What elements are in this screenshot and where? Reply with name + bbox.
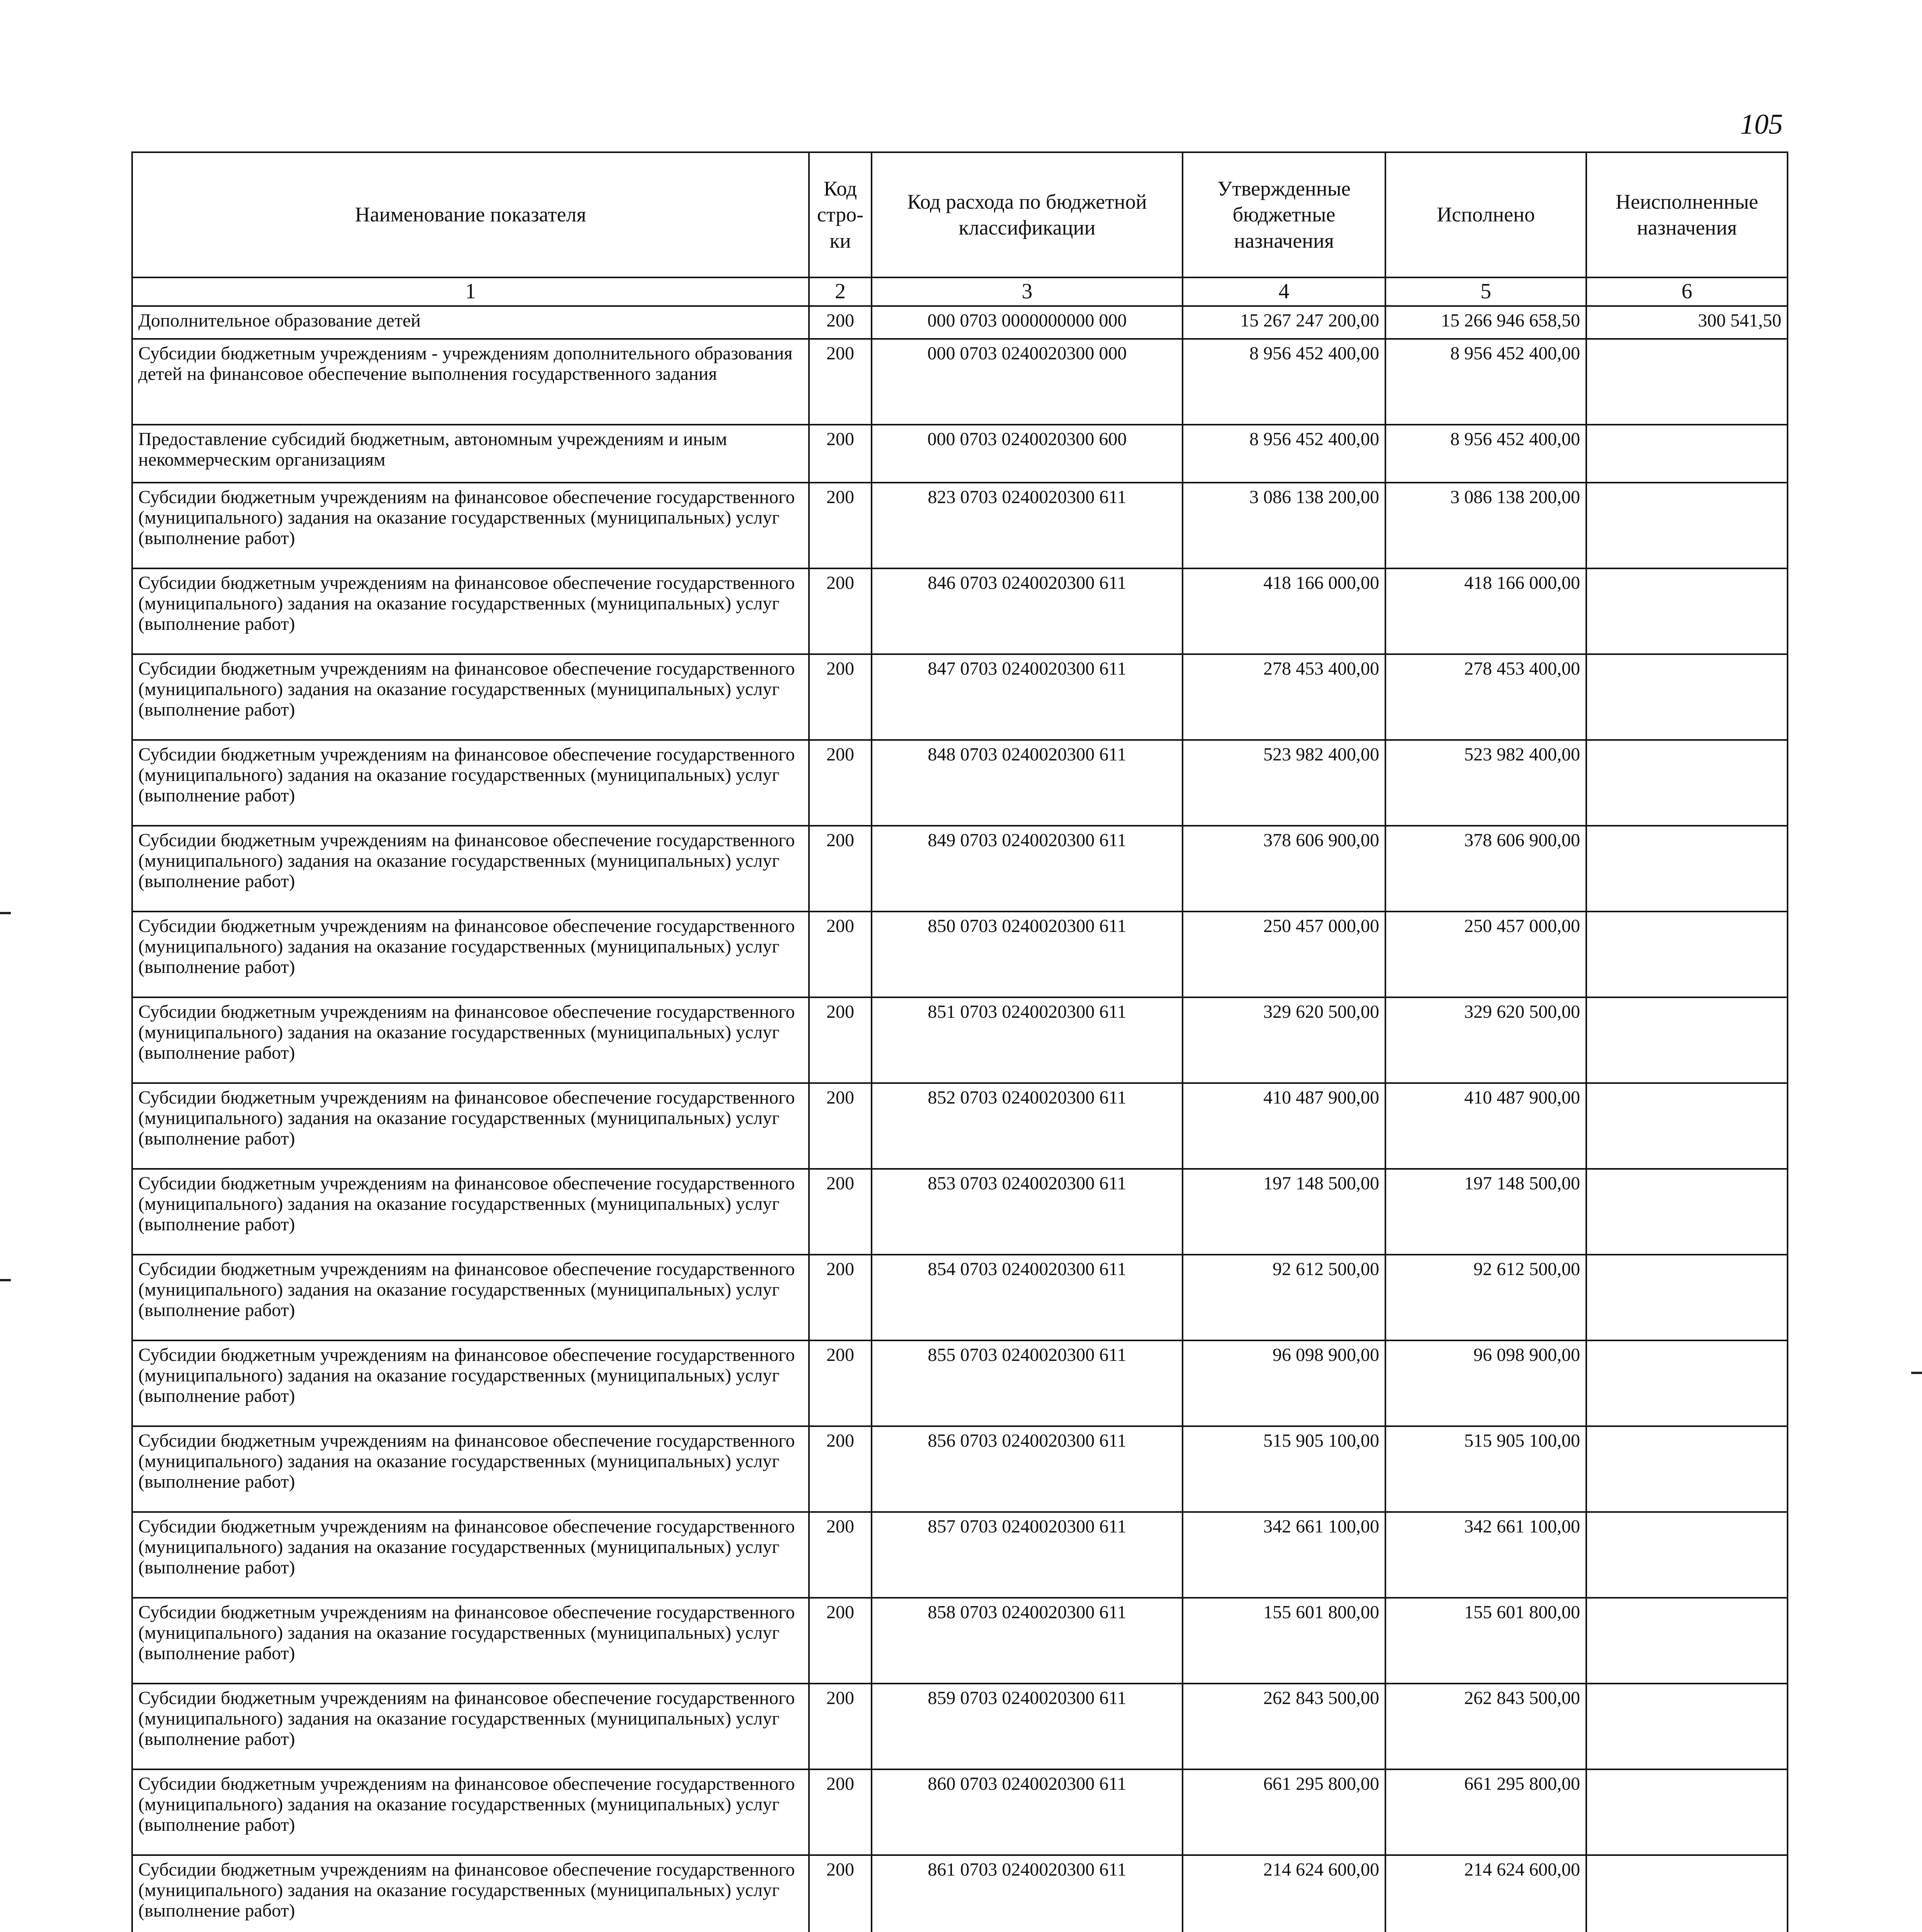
row-approved: 197 148 500,00 <box>1183 1169 1385 1255</box>
table-row <box>132 997 1788 1083</box>
table-row <box>132 1598 1788 1684</box>
row-name: Субсидии бюджетным учреждениям на финансовое обеспечение государственного (муниципального) задания на оказание государственных (муниципальных) услуг (выполнение работ) <box>132 1426 809 1512</box>
row-unexecuted <box>1586 425 1788 483</box>
row-executed: 523 982 400,00 <box>1385 740 1586 826</box>
row-name: Субсидии бюджетным учреждениям на финансовое обеспечение государственного (муниципального) задания на оказание государственных (муниципальных) услуг (выполнение работ) <box>132 826 809 912</box>
row-line-code: 200 <box>809 1083 872 1169</box>
table-row <box>132 306 1788 339</box>
row-line-code: 200 <box>809 1169 872 1255</box>
column-number: 4 <box>1183 277 1385 306</box>
table-row <box>132 1169 1788 1255</box>
row-line-code: 200 <box>809 306 872 339</box>
row-budget-code: 000 0703 0000000000 000 <box>872 306 1183 339</box>
row-line-code: 200 <box>809 425 872 483</box>
row-executed: 8 956 452 400,00 <box>1385 339 1586 425</box>
row-name: Субсидии бюджетным учреждениям на финансовое обеспечение государственного (муниципального) задания на оказание государственных (муниципальных) услуг (выполнение работ) <box>132 1598 809 1684</box>
row-line-code: 200 <box>809 1769 872 1855</box>
table-row <box>132 1340 1788 1426</box>
row-budget-code: 823 0703 0240020300 611 <box>872 483 1183 568</box>
row-unexecuted <box>1586 1255 1788 1340</box>
row-budget-code: 849 0703 0240020300 611 <box>872 826 1183 912</box>
row-budget-code: 853 0703 0240020300 611 <box>872 1169 1183 1255</box>
scan-mark <box>0 1279 11 1281</box>
row-approved: 378 606 900,00 <box>1183 826 1385 912</box>
row-executed: 515 905 100,00 <box>1385 1426 1586 1512</box>
row-line-code: 200 <box>809 912 872 997</box>
table-row <box>132 1512 1788 1598</box>
row-executed: 418 166 000,00 <box>1385 568 1586 654</box>
column-number-row <box>132 277 1788 306</box>
row-name: Субсидии бюджетным учреждениям на финансовое обеспечение государственного (муниципального) задания на оказание государственных (муниципальных) услуг (выполнение работ) <box>132 1684 809 1769</box>
row-approved: 8 956 452 400,00 <box>1183 425 1385 483</box>
row-approved: 96 098 900,00 <box>1183 1340 1385 1426</box>
row-executed: 278 453 400,00 <box>1385 654 1586 740</box>
row-executed: 262 843 500,00 <box>1385 1684 1586 1769</box>
row-approved: 214 624 600,00 <box>1183 1855 1385 1932</box>
row-budget-code: 000 0703 0240020300 000 <box>872 339 1183 425</box>
row-line-code: 200 <box>809 1855 872 1932</box>
row-executed: 8 956 452 400,00 <box>1385 425 1586 483</box>
row-line-code: 200 <box>809 826 872 912</box>
row-budget-code: 857 0703 0240020300 611 <box>872 1512 1183 1598</box>
row-approved: 515 905 100,00 <box>1183 1426 1385 1512</box>
column-number: 2 <box>809 277 872 306</box>
row-unexecuted <box>1586 483 1788 568</box>
row-executed: 378 606 900,00 <box>1385 826 1586 912</box>
header-executed: Исполнено <box>1385 152 1586 277</box>
row-line-code: 200 <box>809 997 872 1083</box>
row-name: Субсидии бюджетным учреждениям на финансовое обеспечение государственного (муниципального) задания на оказание государственных (муниципальных) услуг (выполнение работ) <box>132 1855 809 1932</box>
row-budget-code: 846 0703 0240020300 611 <box>872 568 1183 654</box>
page-number: 105 <box>1740 109 1783 140</box>
table-header-row <box>132 152 1788 277</box>
budget-execution-table <box>131 151 1788 1932</box>
row-budget-code: 859 0703 0240020300 611 <box>872 1684 1183 1769</box>
row-unexecuted <box>1586 740 1788 826</box>
row-unexecuted <box>1586 1598 1788 1684</box>
row-name: Субсидии бюджетным учреждениям на финансовое обеспечение государственного (муниципального) задания на оказание государственных (муниципальных) услуг (выполнение работ) <box>132 912 809 997</box>
row-executed: 155 601 800,00 <box>1385 1598 1586 1684</box>
row-name: Субсидии бюджетным учреждениям на финансовое обеспечение государственного (муниципального) задания на оказание государственных (муниципальных) услуг (выполнение работ) <box>132 1512 809 1598</box>
table-row <box>132 1684 1788 1769</box>
row-executed: 410 487 900,00 <box>1385 1083 1586 1169</box>
row-unexecuted <box>1586 568 1788 654</box>
row-approved: 3 086 138 200,00 <box>1183 483 1385 568</box>
row-executed: 197 148 500,00 <box>1385 1169 1586 1255</box>
row-approved: 329 620 500,00 <box>1183 997 1385 1083</box>
row-line-code: 200 <box>809 568 872 654</box>
row-line-code: 200 <box>809 1255 872 1340</box>
header-budget-code: Код расхода по бюджетной классификации <box>872 152 1183 277</box>
row-approved: 661 295 800,00 <box>1183 1769 1385 1855</box>
row-executed: 661 295 800,00 <box>1385 1769 1586 1855</box>
row-unexecuted <box>1586 912 1788 997</box>
row-name: Субсидии бюджетным учреждениям на финансовое обеспечение государственного (муниципального) задания на оказание государственных (муниципальных) услуг (выполнение работ) <box>132 1340 809 1426</box>
column-number: 5 <box>1385 277 1586 306</box>
row-name: Субсидии бюджетным учреждениям на финансовое обеспечение государственного (муниципального) задания на оказание государственных (муниципальных) услуг (выполнение работ) <box>132 568 809 654</box>
row-approved: 15 267 247 200,00 <box>1183 306 1385 339</box>
row-line-code: 200 <box>809 654 872 740</box>
row-name: Субсидии бюджетным учреждениям на финансовое обеспечение государственного (муниципального) задания на оказание государственных (муниципальных) услуг (выполнение работ) <box>132 1083 809 1169</box>
row-approved: 92 612 500,00 <box>1183 1255 1385 1340</box>
row-unexecuted <box>1586 339 1788 425</box>
row-unexecuted <box>1586 1769 1788 1855</box>
row-unexecuted <box>1586 1855 1788 1932</box>
row-unexecuted <box>1586 1083 1788 1169</box>
row-budget-code: 850 0703 0240020300 611 <box>872 912 1183 997</box>
row-executed: 329 620 500,00 <box>1385 997 1586 1083</box>
row-budget-code: 861 0703 0240020300 611 <box>872 1855 1183 1932</box>
row-unexecuted <box>1586 1684 1788 1769</box>
table-row <box>132 740 1788 826</box>
table-row <box>132 1426 1788 1512</box>
row-budget-code: 860 0703 0240020300 611 <box>872 1769 1183 1855</box>
row-approved: 523 982 400,00 <box>1183 740 1385 826</box>
row-name: Субсидии бюджетным учреждениям - учреждениям дополнительного образования детей на финансовое обеспечение выполнения государственного задания <box>132 339 809 425</box>
row-executed: 15 266 946 658,50 <box>1385 306 1586 339</box>
row-executed: 250 457 000,00 <box>1385 912 1586 997</box>
row-budget-code: 848 0703 0240020300 611 <box>872 740 1183 826</box>
row-executed: 96 098 900,00 <box>1385 1340 1586 1426</box>
row-unexecuted <box>1586 826 1788 912</box>
row-name: Дополнительное образование детей <box>132 306 809 339</box>
row-approved: 342 661 100,00 <box>1183 1512 1385 1598</box>
table-row <box>132 654 1788 740</box>
row-budget-code: 851 0703 0240020300 611 <box>872 997 1183 1083</box>
header-approved: Утвержденные бюджетные назначения <box>1183 152 1385 277</box>
row-unexecuted <box>1586 1340 1788 1426</box>
row-line-code: 200 <box>809 339 872 425</box>
row-executed: 214 624 600,00 <box>1385 1855 1586 1932</box>
row-approved: 250 457 000,00 <box>1183 912 1385 997</box>
row-budget-code: 855 0703 0240020300 611 <box>872 1340 1183 1426</box>
row-approved: 278 453 400,00 <box>1183 654 1385 740</box>
scan-mark <box>0 912 11 914</box>
row-unexecuted <box>1586 1512 1788 1598</box>
row-unexecuted <box>1586 1426 1788 1512</box>
row-budget-code: 854 0703 0240020300 611 <box>872 1255 1183 1340</box>
header-unexecuted: Неисполненные назначения <box>1586 152 1788 277</box>
row-name: Субсидии бюджетным учреждениям на финансовое обеспечение государственного (муниципального) задания на оказание государственных (муниципальных) услуг (выполнение работ) <box>132 1769 809 1855</box>
row-approved: 418 166 000,00 <box>1183 568 1385 654</box>
column-number: 6 <box>1586 277 1788 306</box>
table-row <box>132 483 1788 568</box>
row-unexecuted <box>1586 1169 1788 1255</box>
table-body <box>132 277 1788 1932</box>
row-name: Субсидии бюджетным учреждениям на финансовое обеспечение государственного (муниципального) задания на оказание государственных (муниципальных) услуг (выполнение работ) <box>132 740 809 826</box>
row-name: Субсидии бюджетным учреждениям на финансовое обеспечение государственного (муниципального) задания на оказание государственных (муниципальных) услуг (выполнение работ) <box>132 1255 809 1340</box>
row-name: Субсидии бюджетным учреждениям на финансовое обеспечение государственного (муниципального) задания на оказание государственных (муниципальных) услуг (выполнение работ) <box>132 997 809 1083</box>
row-approved: 155 601 800,00 <box>1183 1598 1385 1684</box>
row-line-code: 200 <box>809 1340 872 1426</box>
table-row <box>132 1855 1788 1932</box>
table-row <box>132 1083 1788 1169</box>
row-executed: 342 661 100,00 <box>1385 1512 1586 1598</box>
row-budget-code: 856 0703 0240020300 611 <box>872 1426 1183 1512</box>
scan-mark <box>1911 1372 1922 1374</box>
row-approved: 8 956 452 400,00 <box>1183 339 1385 425</box>
table-row <box>132 826 1788 912</box>
row-unexecuted: 300 541,50 <box>1586 306 1788 339</box>
row-line-code: 200 <box>809 1598 872 1684</box>
header-line-code: Код стро-ки <box>809 152 872 277</box>
table-row <box>132 425 1788 483</box>
row-approved: 410 487 900,00 <box>1183 1083 1385 1169</box>
row-name: Субсидии бюджетным учреждениям на финансовое обеспечение государственного (муниципального) задания на оказание государственных (муниципальных) услуг (выполнение работ) <box>132 483 809 568</box>
row-name: Предоставление субсидий бюджетным, автономным учреждениям и иным некоммерческим организациям <box>132 425 809 483</box>
row-budget-code: 847 0703 0240020300 611 <box>872 654 1183 740</box>
row-budget-code: 858 0703 0240020300 611 <box>872 1598 1183 1684</box>
table-row <box>132 1255 1788 1340</box>
row-line-code: 200 <box>809 483 872 568</box>
row-unexecuted <box>1586 654 1788 740</box>
row-unexecuted <box>1586 997 1788 1083</box>
column-number: 1 <box>132 277 809 306</box>
row-line-code: 200 <box>809 1512 872 1598</box>
row-line-code: 200 <box>809 1426 872 1512</box>
column-number: 3 <box>872 277 1183 306</box>
row-approved: 262 843 500,00 <box>1183 1684 1385 1769</box>
header-name: Наименование показателя <box>132 152 809 277</box>
row-line-code: 200 <box>809 740 872 826</box>
table-row <box>132 912 1788 997</box>
table-row <box>132 339 1788 425</box>
row-name: Субсидии бюджетным учреждениям на финансовое обеспечение государственного (муниципального) задания на оказание государственных (муниципальных) услуг (выполнение работ) <box>132 1169 809 1255</box>
row-executed: 3 086 138 200,00 <box>1385 483 1586 568</box>
row-executed: 92 612 500,00 <box>1385 1255 1586 1340</box>
table-row <box>132 1769 1788 1855</box>
row-line-code: 200 <box>809 1684 872 1769</box>
row-budget-code: 000 0703 0240020300 600 <box>872 425 1183 483</box>
row-name: Субсидии бюджетным учреждениям на финансовое обеспечение государственного (муниципального) задания на оказание государственных (муниципальных) услуг (выполнение работ) <box>132 654 809 740</box>
table-row <box>132 568 1788 654</box>
row-budget-code: 852 0703 0240020300 611 <box>872 1083 1183 1169</box>
